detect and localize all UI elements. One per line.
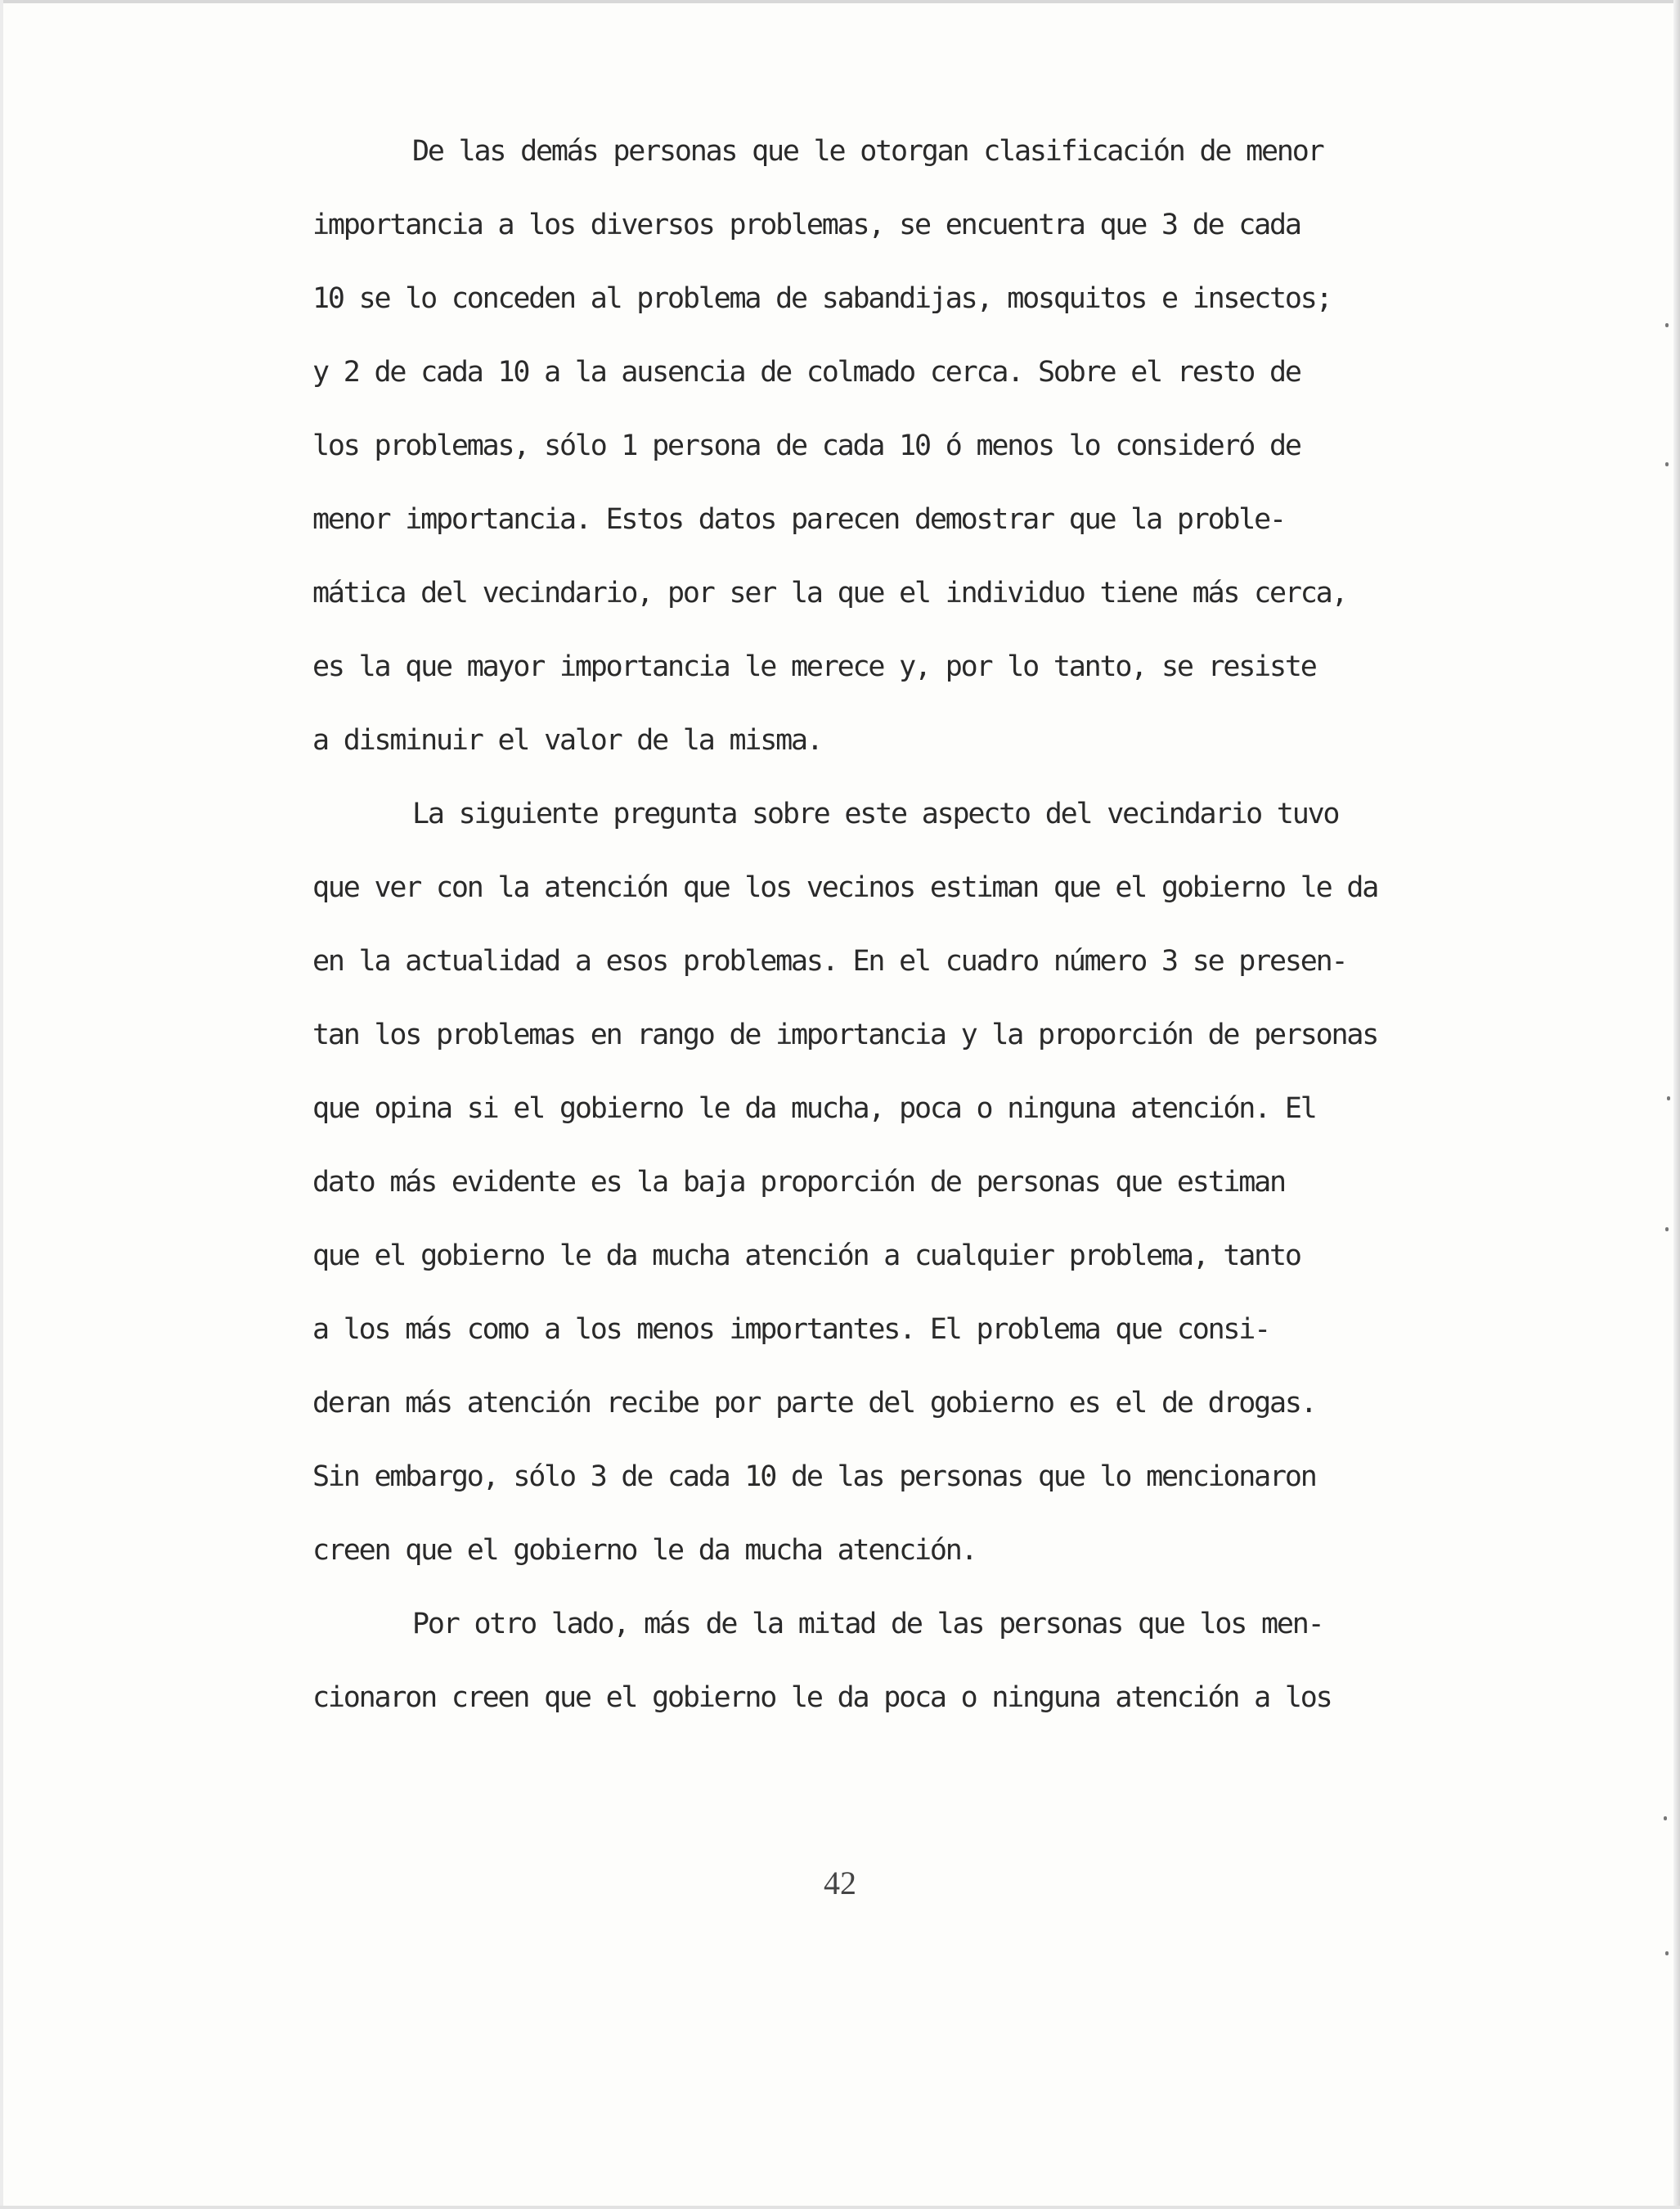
paragraph-1-line: importancia a los diversos problemas, se encuentra que 3 de cada	[312, 209, 1300, 241]
paragraph-1-line: mática del vecindario, por ser la que el individuo tiene más cerca,	[312, 577, 1347, 610]
paragraph-2-line: dato más evidente es la baja proporción de personas que estiman	[312, 1166, 1285, 1199]
paragraph-2-line: que ver con la atención que los vecinos estiman que el gobierno le da	[312, 871, 1378, 904]
paragraph-2-line: en la actualidad a esos problemas. En el cuadro número 3 se presen-	[312, 945, 1347, 978]
paragraph-1-line: es la que mayor importancia le merece y, por lo tanto, se resiste	[312, 650, 1316, 683]
scan-speck	[1664, 1816, 1667, 1820]
paragraph-2-line: tan los problemas en rango de importancia y la proporción de personas	[312, 1019, 1378, 1051]
page-number: 42	[824, 1865, 856, 1901]
body-text	[312, 115, 1507, 1734]
paragraph-2-line: deran más atención recibe por parte del gobierno es el de drogas.	[312, 1387, 1316, 1419]
paragraph-2-line: creen que el gobierno le da mucha atención.	[312, 1534, 977, 1567]
paragraph-2-line: a los más como a los menos importantes. El problema que consi-	[312, 1313, 1270, 1346]
scan-speck	[1667, 1096, 1670, 1100]
scan-speck	[1665, 1951, 1669, 1955]
paragraph-1-line: a disminuir el valor de la misma.	[312, 724, 822, 757]
scan-bottom-edge	[0, 2206, 1680, 2209]
paragraph-1-line: los problemas, sólo 1 persona de cada 10 ó menos lo consideró de	[312, 430, 1300, 462]
paragraph-2-line: Sin embargo, sólo 3 de cada 10 de las personas que lo mencionaron	[312, 1460, 1316, 1493]
paragraph-3-line: cionaron creen que el gobierno le da poca o ninguna atención a los	[312, 1681, 1332, 1714]
paragraph-1-line: 10 se lo conceden al problema de sabandijas, mosquitos e insectos;	[312, 282, 1332, 315]
scan-speck	[1665, 323, 1669, 327]
paragraph-2-line: que el gobierno le da mucha atención a cualquier problema, tanto	[312, 1239, 1300, 1272]
scan-speck	[1665, 1227, 1669, 1231]
paragraph-2-line: La siguiente pregunta sobre este aspecto del vecindario tuvo	[412, 798, 1339, 830]
scan-speck	[1665, 462, 1669, 466]
paragraph-1-line: y 2 de cada 10 a la ausencia de colmado cerca. Sobre el resto de	[312, 356, 1300, 389]
paragraph-3-line: Por otro lado, más de la mitad de las personas que los men-	[412, 1608, 1323, 1640]
paragraph-2-line: que opina si el gobierno le da mucha, poca o ninguna atención. El	[312, 1092, 1316, 1125]
paragraph-1-line: De las demás personas que le otorgan clasificación de menor	[412, 135, 1323, 168]
paragraph-1-line: menor importancia. Estos datos parecen demostrar que la proble-	[312, 503, 1285, 536]
scan-top-edge	[0, 0, 1680, 3]
